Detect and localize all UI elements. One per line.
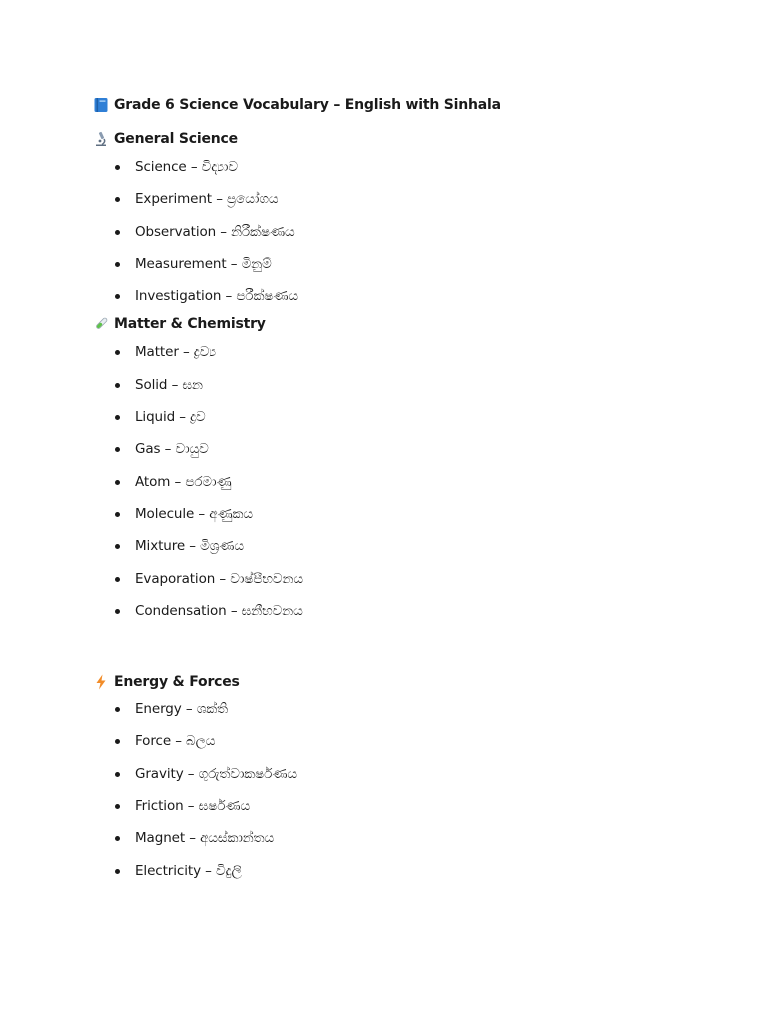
list-item: Evaporation – වාෂ්පීභවනය bbox=[92, 563, 732, 595]
bullet-dot bbox=[115, 804, 120, 809]
lightning-icon bbox=[92, 673, 110, 691]
list-item: Observation – නිරීක්ෂණය bbox=[92, 216, 732, 248]
bullet-dot bbox=[115, 447, 120, 452]
list-item: Measurement – මිනුම් bbox=[92, 248, 732, 280]
bullet-dot bbox=[115, 415, 120, 420]
list-item: Investigation – පරීක්ෂණය bbox=[92, 280, 732, 312]
bullet-dot bbox=[115, 609, 120, 614]
vocabulary-list-matter-chemistry bbox=[92, 336, 732, 627]
list-item: Electricity – විදුලි bbox=[92, 855, 732, 887]
document-title-text: Grade 6 Science Vocabulary – English with Sinhala bbox=[114, 97, 501, 113]
bullet-dot bbox=[115, 836, 120, 841]
bullet-dot bbox=[115, 707, 120, 712]
bullet-dot bbox=[115, 739, 120, 744]
bullet-dot bbox=[115, 544, 120, 549]
list-item: Molecule – අණුකය bbox=[92, 498, 732, 530]
bullet-dot bbox=[115, 383, 120, 388]
list-item: Atom – පරමාණු bbox=[92, 466, 732, 498]
microscope-icon bbox=[92, 130, 110, 148]
list-item: Magnet – අයස්කාන්තය bbox=[92, 822, 732, 854]
bullet-dot bbox=[115, 262, 120, 267]
list-item: Matter – ද්‍රව්‍ය bbox=[92, 336, 732, 368]
vocabulary-list-energy-forces bbox=[92, 693, 732, 887]
section-heading-text: General Science bbox=[114, 131, 238, 147]
bullet-dot bbox=[115, 869, 120, 874]
list-item: Liquid – ද්‍රව bbox=[92, 401, 732, 433]
list-item: Experiment – ප්‍රයෝගය bbox=[92, 183, 732, 215]
section-heading-energy-forces bbox=[92, 671, 732, 693]
bullet-dot bbox=[115, 512, 120, 517]
list-item: Condensation – ඝනීභවනය bbox=[92, 595, 732, 627]
document-page bbox=[92, 94, 732, 887]
section-heading-matter-chemistry bbox=[92, 313, 732, 335]
list-item: Force – බලය bbox=[92, 725, 732, 757]
blue-book-icon bbox=[92, 96, 110, 114]
bullet-dot bbox=[115, 165, 120, 170]
list-item: Solid – ඝන bbox=[92, 369, 732, 401]
bullet-dot bbox=[115, 350, 120, 355]
list-item: Gravity – ගුරුත්වාකර්ෂණය bbox=[92, 758, 732, 790]
test-tube-icon bbox=[92, 315, 110, 333]
section-heading-text: Energy & Forces bbox=[114, 674, 240, 691]
bullet-dot bbox=[115, 294, 120, 299]
list-item: Friction – ඝර්ෂණය bbox=[92, 790, 732, 822]
vocabulary-list-general-science bbox=[92, 151, 732, 312]
bullet-dot bbox=[115, 480, 120, 485]
bullet-dot bbox=[115, 230, 120, 235]
section-heading-general-science bbox=[92, 128, 732, 150]
list-item: Mixture – මිශ්‍රණය bbox=[92, 530, 732, 562]
document-title bbox=[92, 94, 732, 116]
list-item: Energy – ශක්ති bbox=[92, 693, 732, 725]
section-heading-text: Matter & Chemistry bbox=[114, 316, 266, 333]
bullet-dot bbox=[115, 197, 120, 202]
bullet-dot bbox=[115, 577, 120, 582]
list-item: Science – විද්‍යාව bbox=[92, 151, 732, 183]
list-item: Gas – වායුව bbox=[92, 433, 732, 465]
bullet-dot bbox=[115, 772, 120, 777]
